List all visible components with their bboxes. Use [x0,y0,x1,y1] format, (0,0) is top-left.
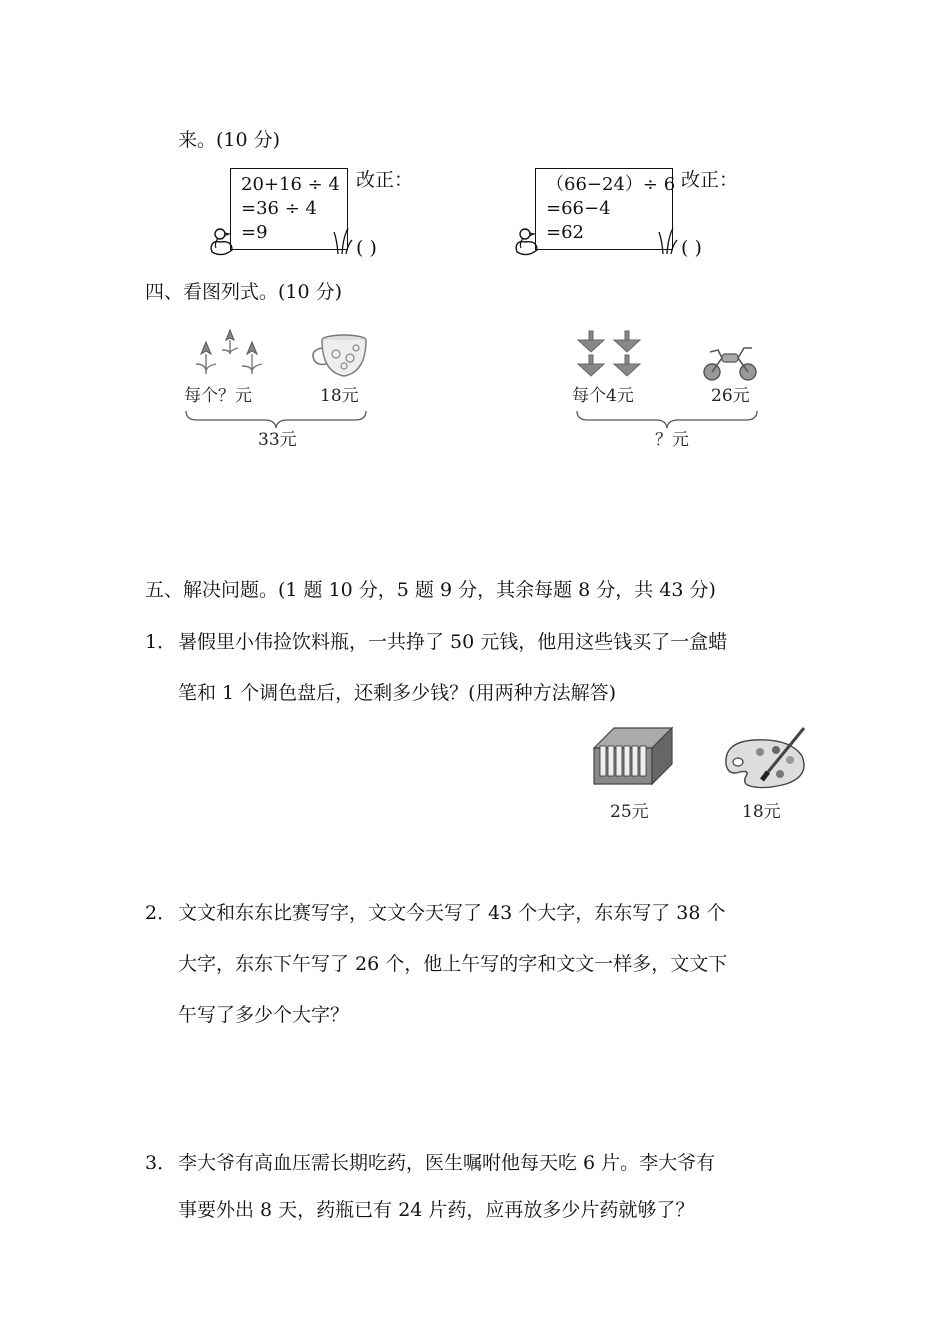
flower-plant-icon [186,328,268,378]
grass-icon [334,226,354,256]
calc-line: =9 [241,222,268,243]
section4-title: 四、看图列式。(10 分) [145,281,343,303]
correction-label-right: 改正： [681,169,739,191]
item-price-label: 26元 [711,386,750,406]
calc-line: （66−24）÷ 6 [546,174,676,195]
crayon-box-icon [592,726,674,788]
total-brace [185,410,367,430]
total-label: 33元 [258,430,297,450]
question-text: 笔和 1 个调色盘后，还剩多少钱？(用两种方法解答) [178,682,616,704]
calc-line: 20+16 ÷ 4 [241,174,340,195]
answer-paren-left: ( ) [356,237,377,259]
grass-icon [659,226,679,256]
question-text: 午写了多少个大字？ [178,1004,350,1026]
motorcycle-icon [700,342,760,382]
question-text: 事要外出 8 天，药瓶已有 24 片药，应再放多少片药就够了？ [178,1199,695,1221]
teacup-icon [310,332,368,382]
section5-title: 五、解决问题。(1 题 10 分，5 题 9 分，其余每题 8 分，共 43 分) [145,579,716,601]
section3-tail: 来。(10 分) [178,129,281,151]
question-number: 3． [145,1152,177,1174]
spinning-top-icon [574,330,646,382]
paint-palette-icon [720,726,810,792]
error-calc-box-left [230,168,348,250]
calc-line: =62 [546,222,584,243]
price-label: 18元 [742,802,781,822]
item-price-label: 每个？元 [184,386,252,406]
question-text: 大字，东东下午写了 26 个，他上午写的字和文文一样多，文文下 [178,953,728,975]
question-number: 2． [145,902,177,924]
question-text: 李大爷有高血压需长期吃药，医生嘱咐他每天吃 6 片。李大爷有 [178,1152,716,1174]
item-price-label: 18元 [320,386,359,406]
calc-line: =66−4 [546,198,611,219]
question-number: 1． [145,631,177,653]
item-price-label: 每个4元 [572,386,634,406]
question-text: 暑假里小伟捡饮料瓶，一共挣了 50 元钱，他用这些钱买了一盒蜡 [178,631,728,653]
error-calc-box-right [535,168,676,250]
duck-icon [513,226,543,260]
question-text: 文文和东东比赛写字，文文今天写了 43 个大字，东东写了 38 个 [178,902,726,924]
duck-icon [208,226,238,260]
total-label: ？元 [655,430,689,450]
answer-paren-right: ( ) [681,237,702,259]
correction-label-left: 改正： [356,169,414,191]
price-label: 25元 [610,802,649,822]
calc-line: =36 ÷ 4 [241,198,317,219]
total-brace [576,410,758,430]
